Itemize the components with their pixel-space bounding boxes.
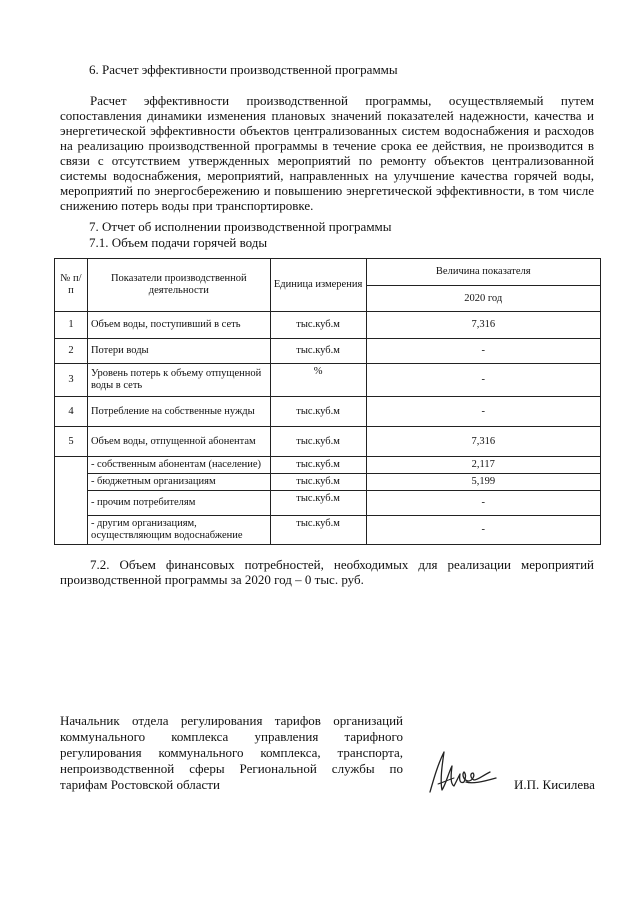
section6-line: энергетической эффективности объектов централизованных систем водоснабжения и расходов [60,123,594,138]
section6-line: Расчет эффективности производственной программы, осуществляемый путем [90,93,594,108]
table-row [55,312,601,339]
subrow-value: 5,199 [366,474,601,491]
table-subrow [55,457,601,474]
section6-line: мероприятий по энергосбережению и повышению энергетической эффективности, в том числе [60,183,594,198]
subrow-name: - прочим потребителям [87,491,270,516]
signature-position [60,713,403,793]
subrow-value: - [366,491,601,516]
subrow-value: - [366,516,601,545]
table-row [55,364,601,397]
row-num: 2 [55,339,88,364]
table-row [55,339,601,364]
row-unit: тыс.куб.м [270,339,366,364]
table-subrow [55,516,601,545]
section6-line: сопоставления динамики изменения плановых значений показателей надежности, качества и [60,108,594,123]
table-row [55,427,601,457]
table-row [55,397,601,427]
section6-paragraph [60,93,594,213]
signature-line: тарифам Ростовской области [60,777,220,792]
row-num: 3 [55,364,88,397]
header-unit: Единица измерения [270,259,366,312]
row-name: Потери воды [87,339,270,364]
section6-line: снижению потерь воды при транспортировке. [60,198,314,213]
section6-heading: 6. Расчет эффективности производственной программы [89,62,398,77]
empty-num-cell [55,474,88,491]
row-value: 7,316 [366,427,601,457]
table-header-row [55,259,601,286]
row-name: Объем воды, отпущенной абонентам [87,427,270,457]
row-unit: % [270,364,366,397]
section72-paragraph [60,557,594,587]
row-value: - [366,397,601,427]
header-value: Величина показателя [366,259,601,286]
subrow-value: 2,117 [366,457,601,474]
header-num: № п/п [55,259,88,312]
section72-line: 7.2. Объем финансовых потребностей, необходимых для реализации мероприятий [90,557,594,572]
section7-heading: 7. Отчет об исполнении производственной программы [89,219,392,234]
section6-line: на реализацию производственной программы в течение срока ее действия, не производится в [60,138,594,153]
row-value: 7,316 [366,312,601,339]
subrow-unit: тыс.куб.м [270,474,366,491]
section72-line: производственной программы за 2020 год – 0 тыс. руб. [60,572,364,587]
header-indicator: Показатели производственной деятельности [87,259,270,312]
subrow-name: - собственным абонентам (население) [87,457,270,474]
row-num: 5 [55,427,88,457]
section6-line: системы водоснабжения, мероприятий, направленных на улучшение качества горячей воды, [60,168,594,183]
table-subrow [55,474,601,491]
empty-num-cell [55,516,88,545]
table-subrow [55,491,601,516]
signature-line: Начальник отдела регулирования тарифов организаций [60,713,403,728]
row-name: Потребление на собственные нужды [87,397,270,427]
subrow-unit: тыс.куб.м [270,516,366,545]
subrow-name: - другим организациям, осуществляющим водоснабжение [87,516,270,545]
row-unit: тыс.куб.м [270,397,366,427]
row-unit: тыс.куб.м [270,427,366,457]
row-value: - [366,339,601,364]
handwritten-signature [420,744,500,800]
row-name: Объем воды, поступивший в сеть [87,312,270,339]
empty-num-cell [55,491,88,516]
signatory-name: И.П. Кисилева [514,777,595,792]
subrow-unit: тыс.куб.м [270,491,366,516]
row-num: 4 [55,397,88,427]
section6-line: связи с отсутствием утвержденных мероприятий по ремонту объектов централизованной [60,153,594,168]
row-unit: тыс.куб.м [270,312,366,339]
row-num: 1 [55,312,88,339]
subrow-name: - бюджетным организациям [87,474,270,491]
signature-line: коммунального комплекса управления тарифного [60,729,403,744]
row-name: Уровень потерь к объему отпущенной воды в сеть [87,364,270,397]
empty-num-cell [55,457,88,474]
subrow-unit: тыс.куб.м [270,457,366,474]
signature-line: непроизводственной сферы Региональной службы по [60,761,403,776]
section7-subheading: 7.1. Объем подачи горячей воды [89,235,268,250]
signature-line: регулирования коммунального комплекса, транспорта, [60,745,403,760]
header-year: 2020 год [366,286,601,312]
row-value: - [366,364,601,397]
hot-water-table [54,258,601,545]
